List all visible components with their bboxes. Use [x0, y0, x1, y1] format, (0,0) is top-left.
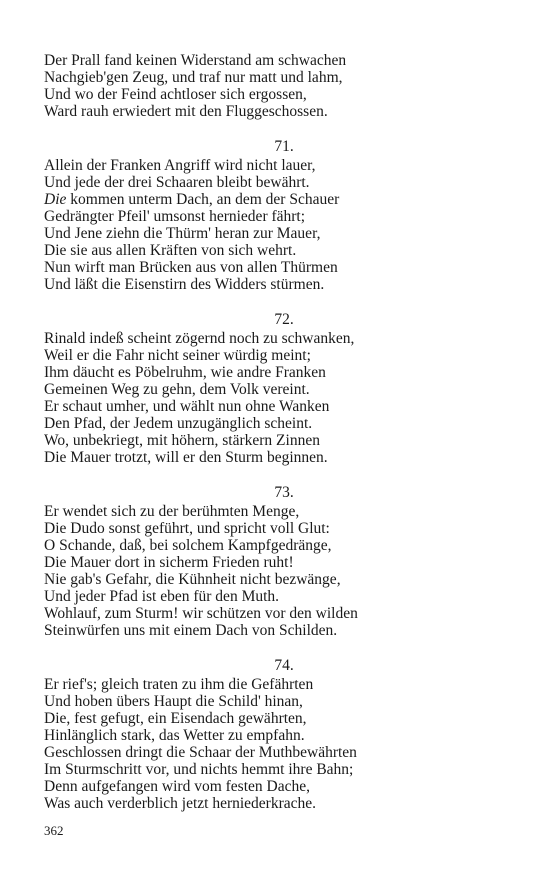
- verse-line: Wohlauf, zum Sturm! wir schützen vor den wilden: [44, 605, 358, 622]
- stanza-number: 73.: [274, 484, 294, 501]
- verse-line: Den Pfad, der Jedem unzugänglich scheint.: [44, 415, 313, 432]
- verse-line: Er wendet sich zu der berühmten Menge,: [44, 503, 300, 520]
- verse-line: Er rief's; gleich traten zu ihm die Gefährten: [44, 676, 314, 693]
- verse-line: Gedrängter Pfeil' umsonst hernieder fährt;: [44, 208, 306, 225]
- verse-line-italic-lead: Die kommen unterm Dach, an dem der Schauer: [44, 191, 340, 208]
- verse-line: Die Mauer dort in sicherm Frieden ruht!: [44, 554, 294, 571]
- verse-line: Er schaut umher, und wählt nun ohne Wanken: [44, 398, 330, 415]
- stanza-74: [44, 657, 514, 812]
- verse-line: Hinlänglich stark, das Wetter zu empfahn.: [44, 727, 305, 744]
- verse-line: Nachgieb'gen Zeug, und traf nur matt und lahm,: [44, 69, 343, 86]
- verse-line: Nie gab's Gefahr, die Kühnheit nicht bezwänge,: [44, 571, 341, 588]
- verse-line: Weil er die Fahr nicht seiner würdig meint;: [44, 347, 311, 364]
- verse-line: Der Prall fand keinen Widerstand am schwachen: [44, 52, 347, 69]
- verse-line: Und Jene ziehn die Thürm' heran zur Mauer,: [44, 225, 321, 242]
- stanza-72: [44, 311, 514, 466]
- stanza-71: [44, 138, 514, 293]
- verse-line: Die Dudo sonst geführt, und spricht voll Glut:: [44, 520, 330, 537]
- verse-line: Geschlossen dringt die Schaar der Muthbewährten: [44, 744, 357, 761]
- verse-line: Steinwürfen uns mit einem Dach von Schilden.: [44, 622, 338, 639]
- verse-line: Nun wirft man Brücken aus von allen Thürmen: [44, 259, 338, 276]
- verse-line: Rinald indeß scheint zögernd noch zu schwanken,: [44, 330, 355, 347]
- verse-line: Allein der Franken Angriff wird nicht lauer,: [44, 157, 316, 174]
- stanza-73: [44, 484, 514, 639]
- verse-line: Und läßt die Eisenstirn des Widders stürmen.: [44, 276, 325, 293]
- stanza-number: 74.: [274, 657, 294, 674]
- verse-line: Gemeinen Weg zu gehn, dem Volk vereint.: [44, 381, 310, 398]
- verse-line: Ward rauh erwiedert mit den Fluggeschossen.: [44, 103, 328, 120]
- verse-line: Und jede der drei Schaaren bleibt bewährt.: [44, 174, 310, 191]
- verse-line: Denn aufgefangen wird vom festen Dache,: [44, 778, 310, 795]
- verse-line: Die, fest gefugt, ein Eisendach gewährten,: [44, 710, 307, 727]
- verse-line: O Schande, daß, bei solchem Kampfgedränge,: [44, 537, 332, 554]
- verse-line: Im Sturmschritt vor, und nichts hemmt ihre Bahn;: [44, 761, 354, 778]
- verse-line: Und hoben übers Haupt die Schild' hinan,: [44, 693, 303, 710]
- stanza-continued: [44, 52, 514, 120]
- verse-line: Die sie aus allen Kräften von sich wehrt.: [44, 242, 297, 259]
- verse-line: Und wo der Feind achtloser sich ergossen,: [44, 86, 307, 103]
- verse-line: Ihm däucht es Pöbelruhm, wie andre Franken: [44, 364, 326, 381]
- stanza-number: 71.: [274, 138, 294, 155]
- verse-line: Wo, unbekriegt, mit höhern, stärkern Zinnen: [44, 432, 320, 449]
- verse-line: Die Mauer trotzt, will er den Sturm beginnen.: [44, 449, 328, 466]
- poem-page: [44, 52, 514, 812]
- verse-line: Und jeder Pfad ist eben für den Muth.: [44, 588, 280, 605]
- stanza-number: 72.: [274, 311, 294, 328]
- verse-line: Was auch verderblich jetzt herniederkrache.: [44, 795, 317, 812]
- page-number: 362: [44, 823, 64, 838]
